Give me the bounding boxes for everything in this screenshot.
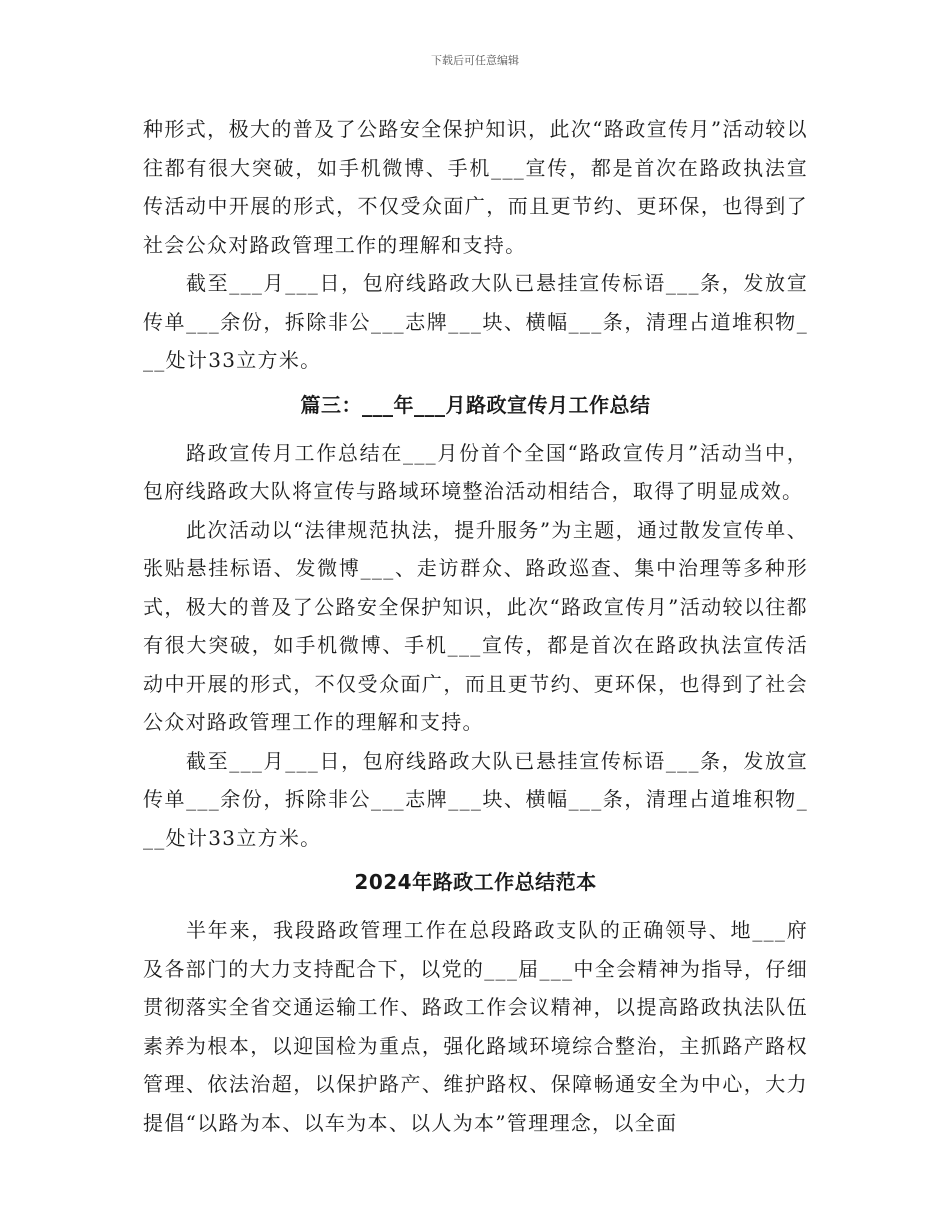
- paragraph-continued: 种形式，极大的普及了公路安全保护知识，此次“路政宣传月”活动较以往都有很大突破，如手机微博、手机___宣传，都是首次在路政执法宣传活动中开展的形式，不仅受众面广，而且更节约、更环保，也得到了社会公众对路政管理工作的理解和支持。: [143, 117, 808, 257]
- page-header-note: 下载后可任意编辑: [431, 54, 519, 67]
- section-heading-part-three: 篇三：___年___月路政宣传月工作总结: [300, 392, 651, 417]
- paragraph-half-year: 半年来，我段路政管理工作在总段路政支队的正确领导、地___府及各部门的大力支持配合下，以党的___届___中全会精神为指导，仔细贯彻落实全省交通运输工作、路政工作会议精神，以提高路政执法队伍素养为根本，以迎国检为重点，强化路域环境综合整治，主抓路产路权管理、依法治超，以保护路产、维护路权、保障畅通安全为中心，大力提倡“以路为本、以车为本、以人为本”管理理念，以全面: [143, 918, 808, 1135]
- document-body: [143, 110, 808, 1142]
- paragraph-intro: 路政宣传月工作总结在___月份首个全国“路政宣传月”活动当中，包府线路政大队将宣传与路域环境整治活动相结合，取得了明显成效。: [143, 440, 808, 503]
- paragraph-statistics: 截至___月___日，包府线路政大队已悬挂宣传标语___条，发放宣传单___余份，拆除非公___志牌___块、横幅___条，清理占道堆积物___处计33立方米。: [143, 748, 808, 850]
- paragraph-statistics: 截至___月___日，包府线路政大队已悬挂宣传标语___条，发放宣传单___余份，拆除非公___志牌___块、横幅___条，清理占道堆积物___处计33立方米。: [143, 271, 808, 372]
- section-heading-2024-summary: 2024年路政工作总结范本: [354, 870, 597, 894]
- paragraph-activities: 此次活动以“法律规范执法，提升服务”为主题，通过散发宣传单、张贴悬挂标语、发微博___、走访群众、路政巡查、集中治理等多种形式，极大的普及了公路安全保护知识，此次“路政宣传月”活动较以往都有很大突破，如手机微博、手机___宣传，都是首次在路政执法宣传活动中开展的形式，不仅受众面广，而且更节约、更环保，也得到了社会公众对路政管理工作的理解和支持。: [143, 517, 808, 734]
